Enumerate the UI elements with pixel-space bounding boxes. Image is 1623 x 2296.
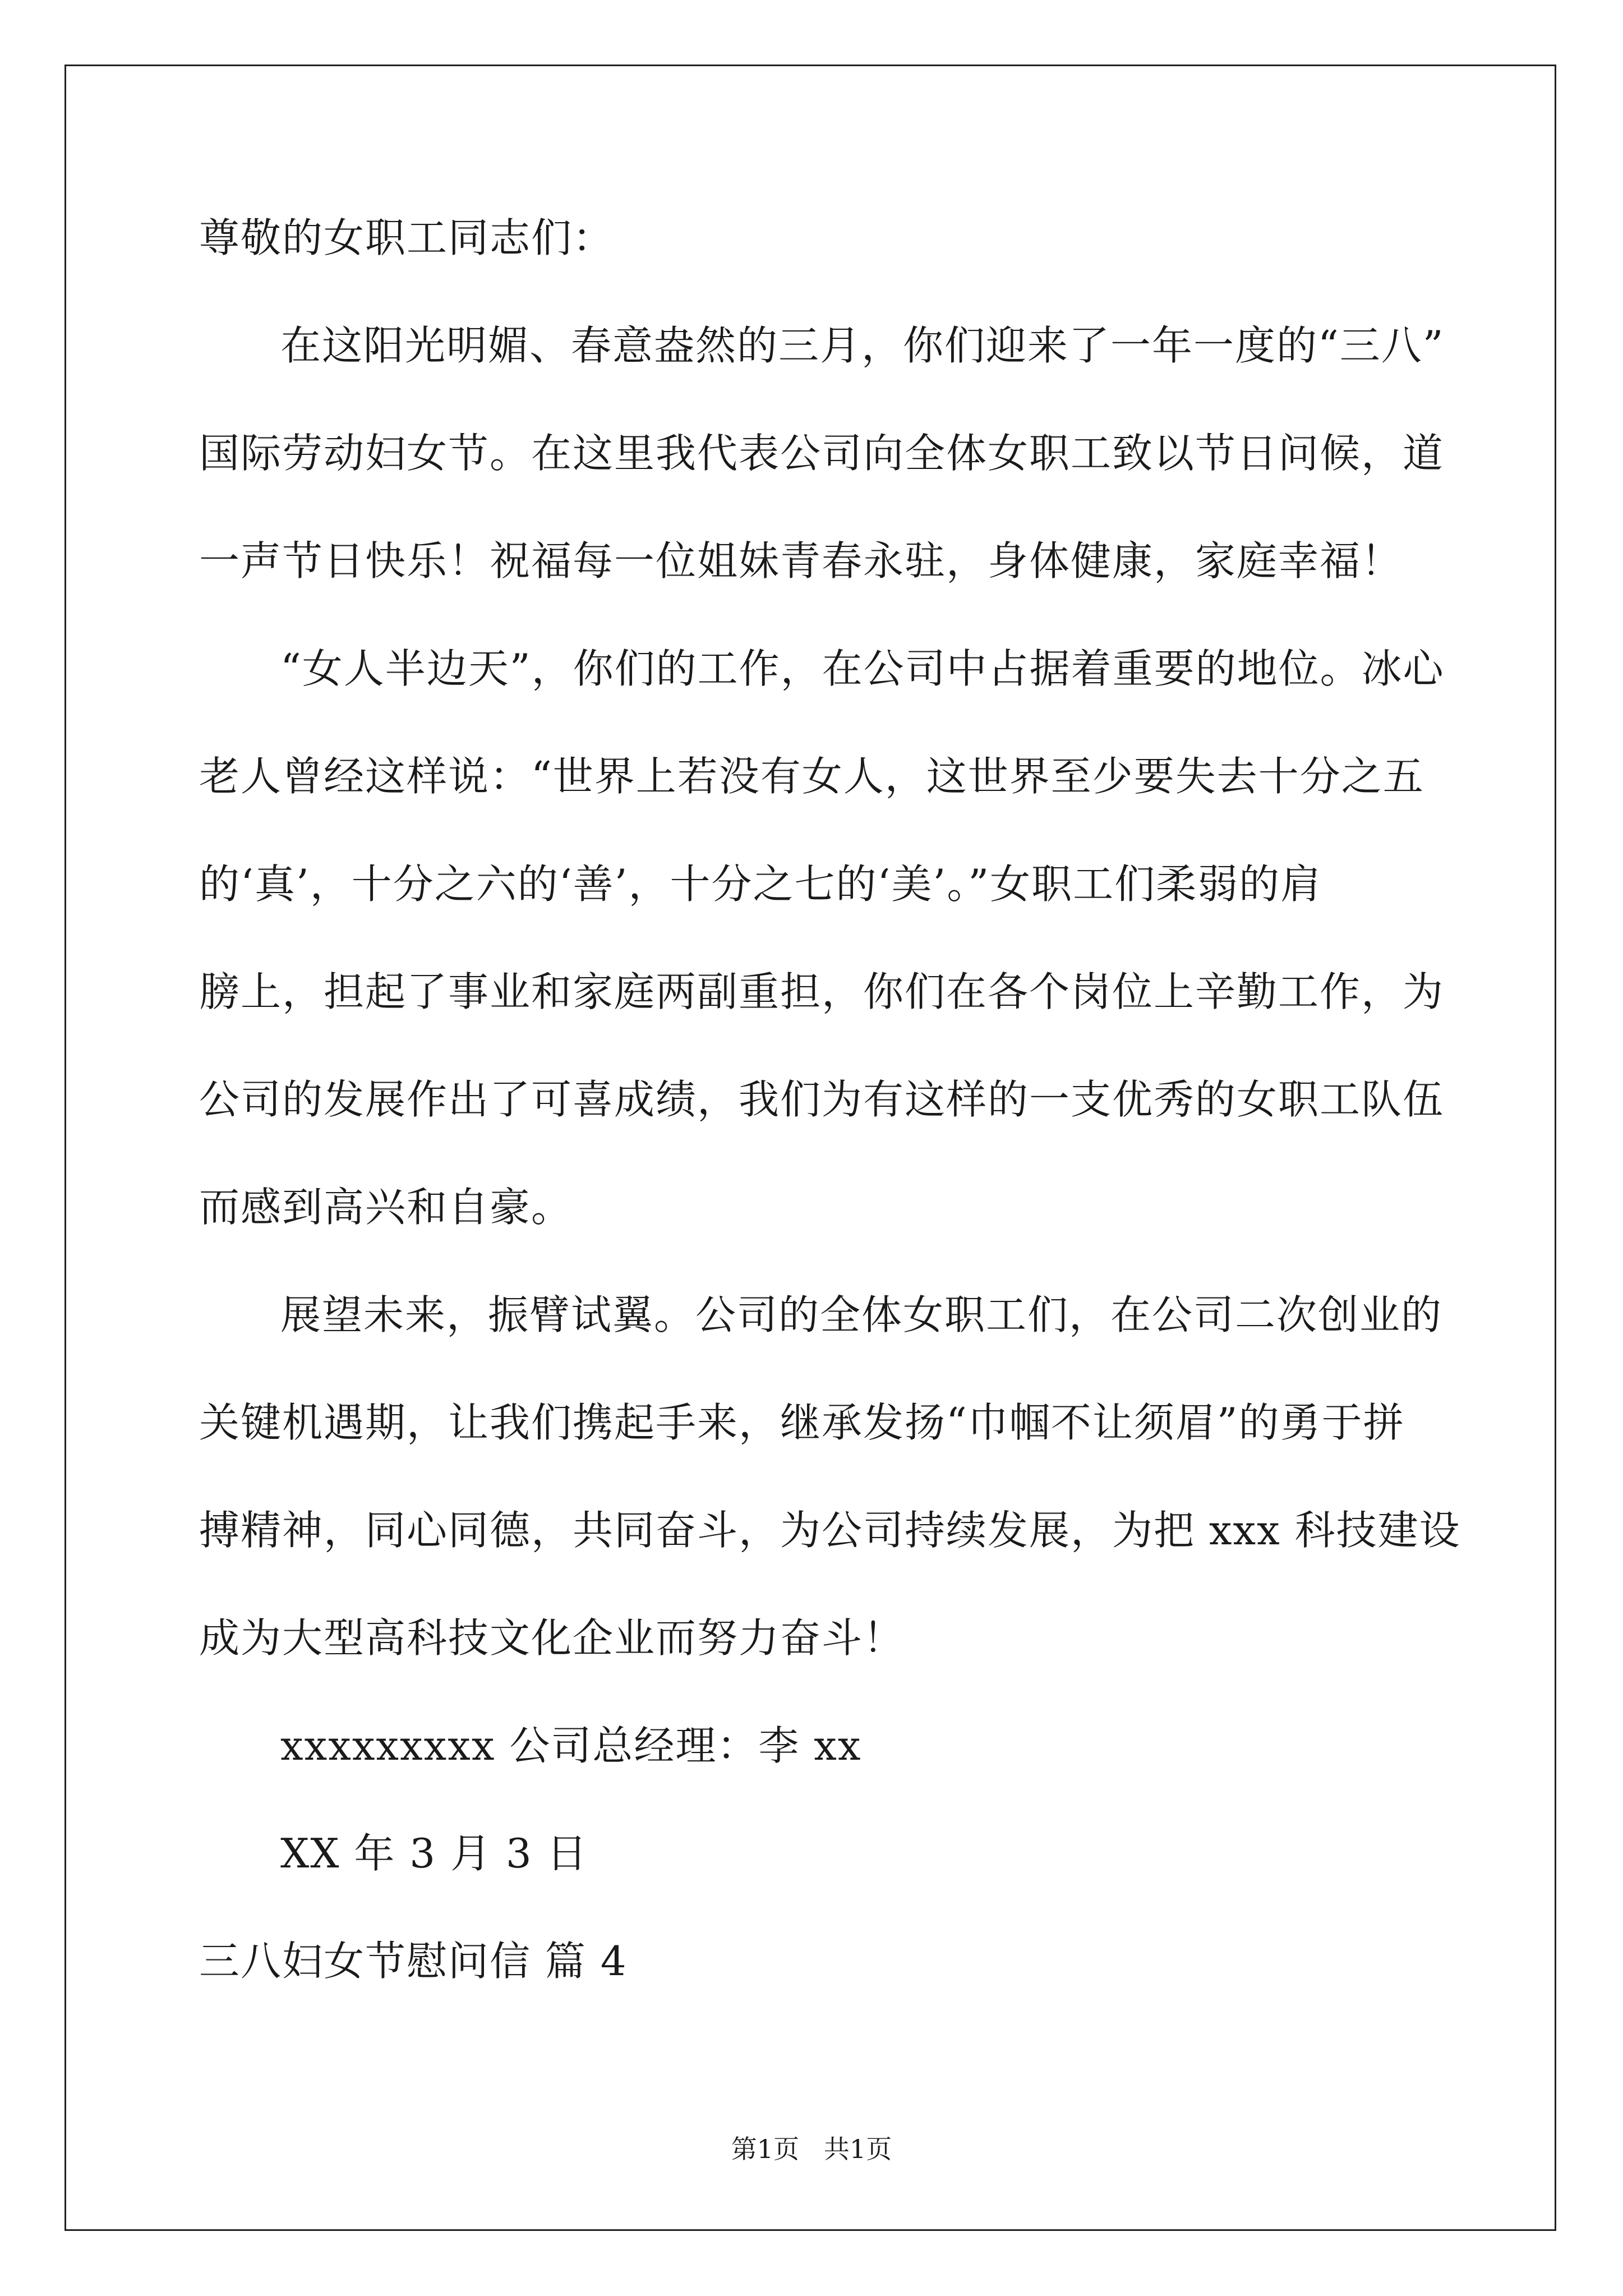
- paragraph-line: 的‘真’，十分之六的‘善’，十分之七的‘美’。”女职工们柔弱的肩: [199, 861, 1322, 908]
- section-heading: 三八妇女节慰问信 篇 4: [199, 1938, 628, 1985]
- paragraph-line: 公司的发展作出了可喜成绩，我们为有这样的一支优秀的女职工队伍: [199, 1076, 1445, 1123]
- paragraph-line: 而感到高兴和自豪。: [199, 1184, 573, 1231]
- paragraph-line: 一声节日快乐！祝福每一位姐妹青春永驻，身体健康，家庭幸福！: [199, 537, 1403, 585]
- paragraph-line: 搏精神，同心同德，共同奋斗，为公司持续发展，为把 xxx 科技建设: [199, 1507, 1461, 1554]
- paragraph-line: 膀上，担起了事业和家庭两副重担，你们在各个岗位上辛勤工作，为: [199, 968, 1445, 1015]
- date-line: XX 年 3 月 3 日: [280, 1830, 588, 1877]
- page-border: [64, 65, 1556, 2231]
- paragraph-line: 成为大型高科技文化企业而努力奋斗！: [199, 1614, 905, 1662]
- paragraph-line: 关键机遇期，让我们携起手来，继承发扬“巾帼不让须眉”的勇于拼: [199, 1399, 1405, 1446]
- paragraph-line: 国际劳动妇女节。在这里我代表公司向全体女职工致以节日问候，道: [199, 430, 1445, 477]
- paragraph-line: 在这阳光明媚、春意盎然的三月，你们迎来了一年一度的“三八”: [280, 322, 1445, 369]
- paragraph-line: 老人曾经这样说：“世界上若没有女人，这世界至少要失去十分之五: [199, 753, 1424, 800]
- salutation: 尊敬的女职工同志们：: [199, 214, 615, 261]
- page-footer: 第1页 共1页: [731, 2134, 892, 2164]
- paragraph-line: “女人半边天”，你们的工作，在公司中占据着重要的地位。冰心: [280, 645, 1445, 692]
- paragraph-line: 展望未来，振臂试翼。公司的全体女职工们，在公司二次创业的: [280, 1291, 1443, 1338]
- signature-line: xxxxxxxxx 公司总经理：李 xx: [280, 1722, 862, 1769]
